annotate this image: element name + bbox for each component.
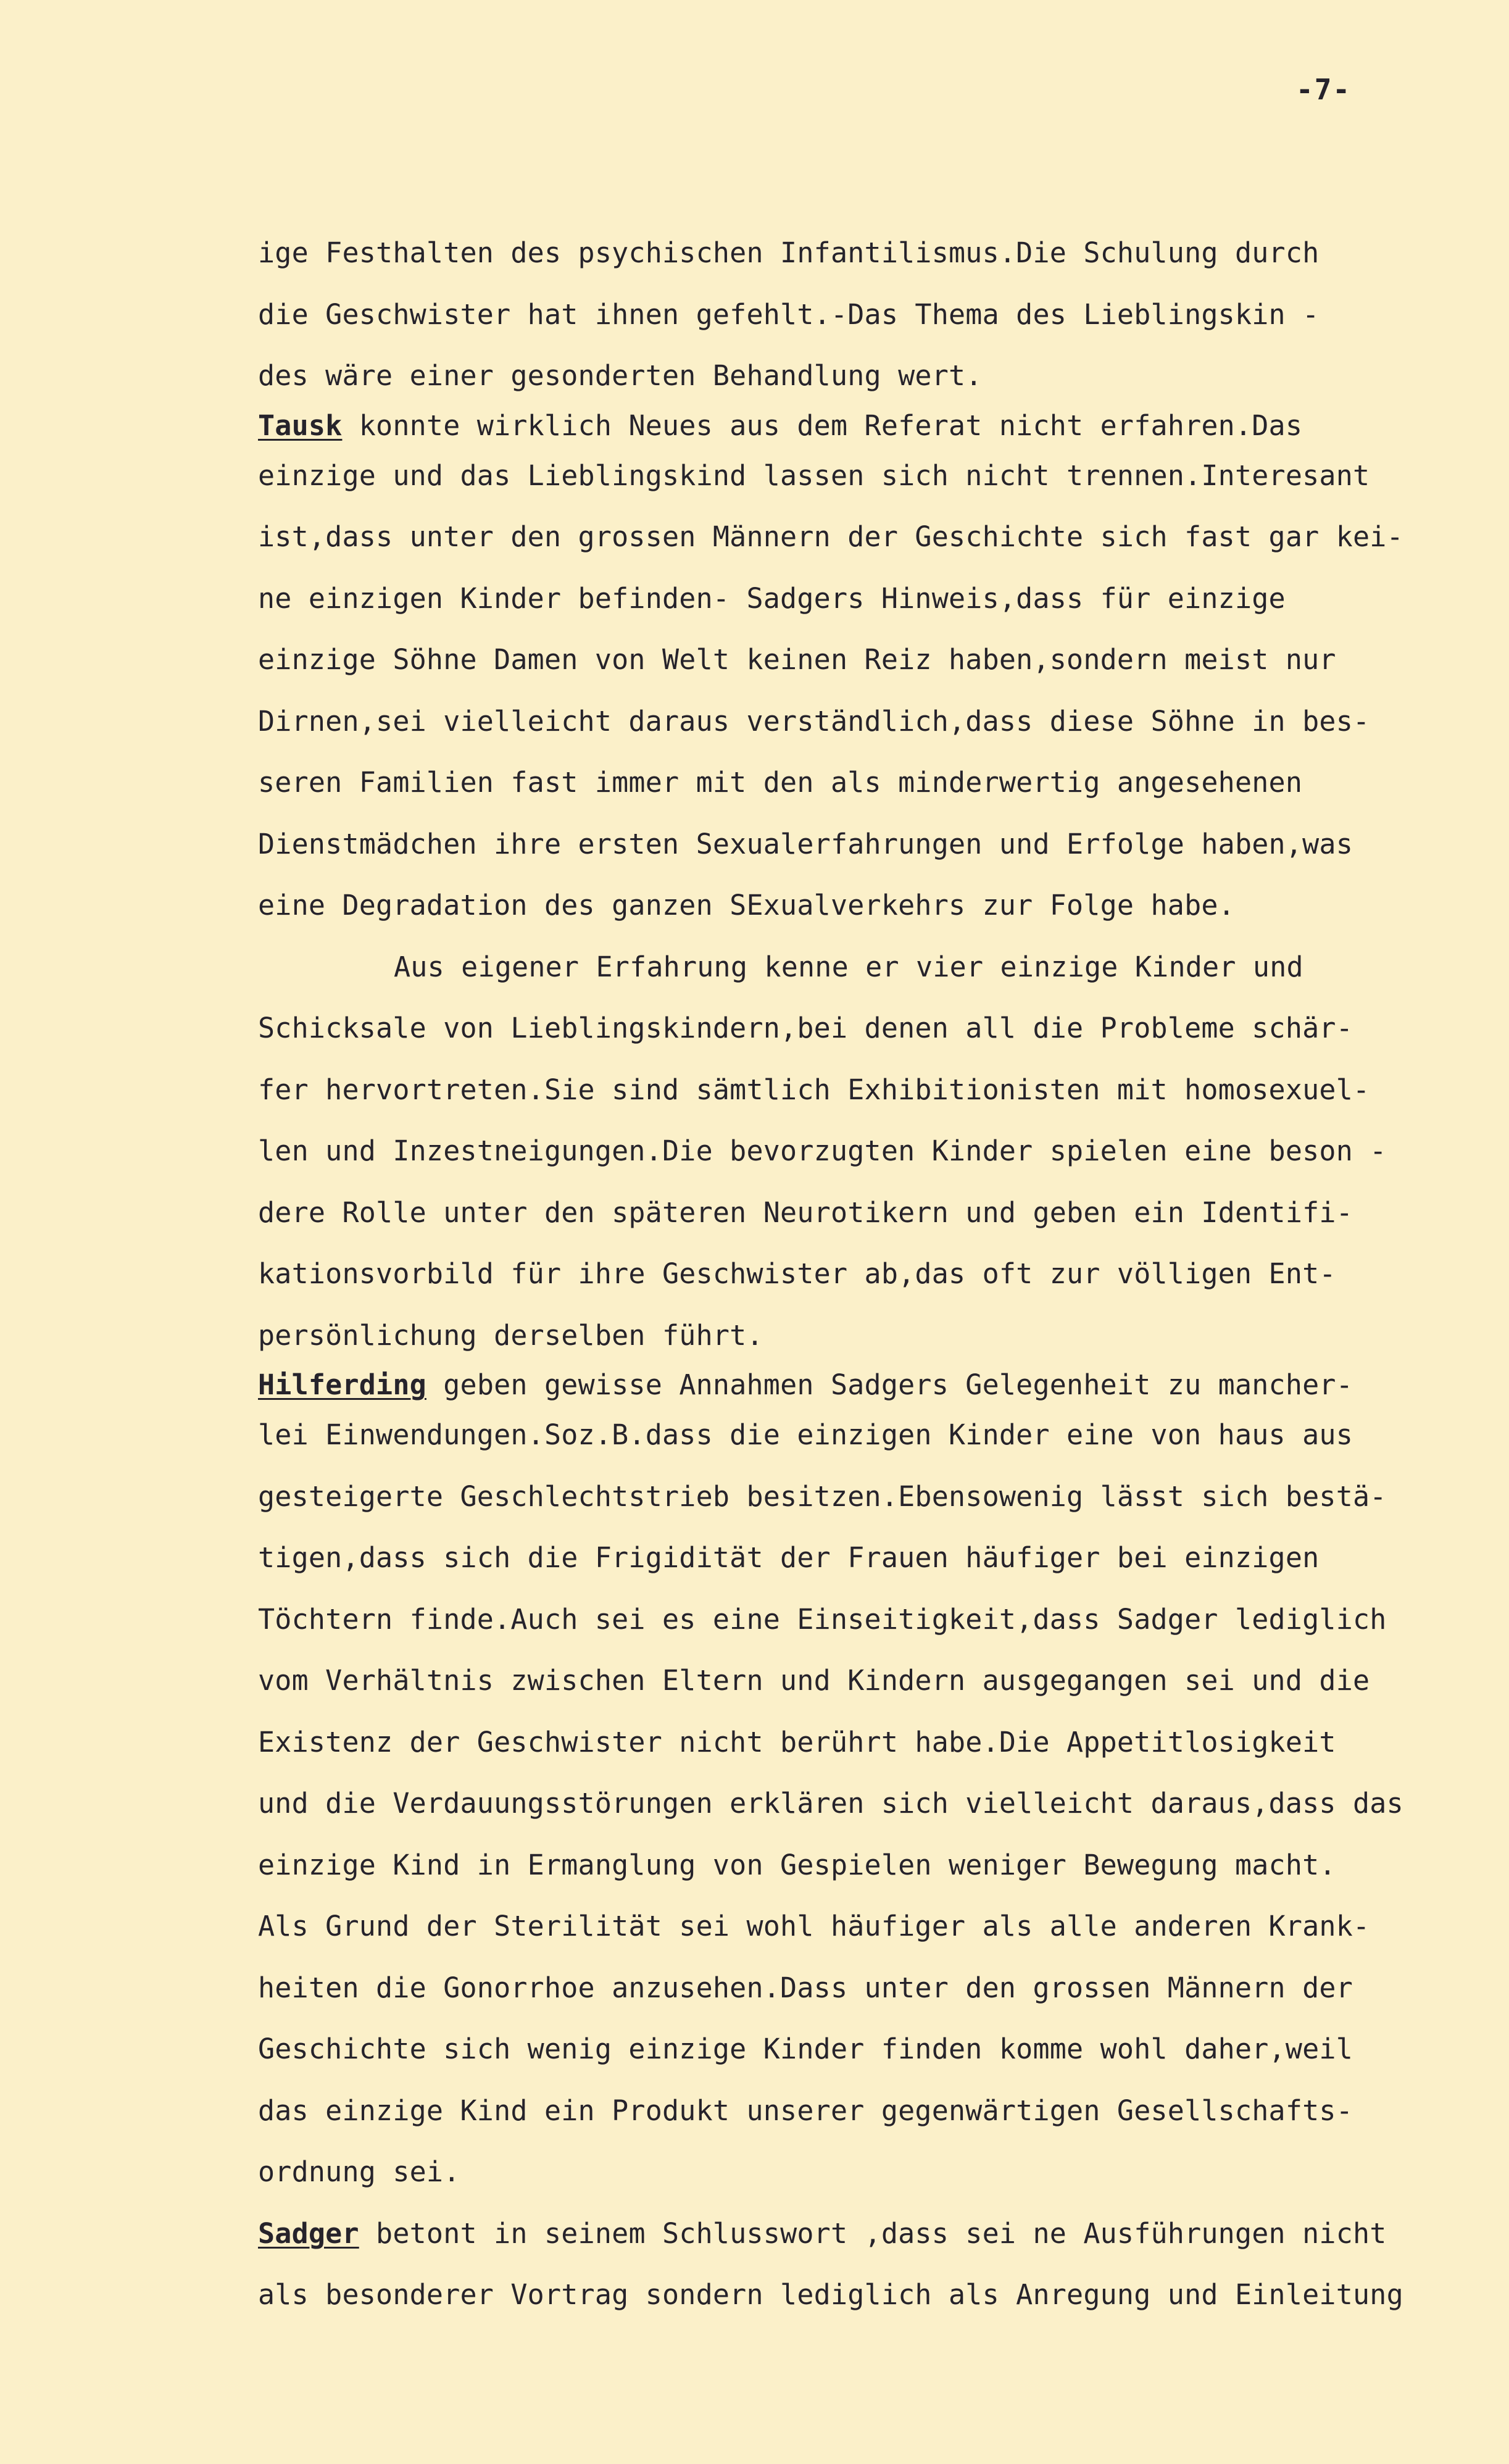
text-line: heiten die Gonorrhoe anzusehen.Dass unter den grossen Männern der bbox=[258, 1971, 1353, 2004]
text-line: persönlichung derselben führt. bbox=[258, 1318, 763, 1352]
text-line: Schicksale von Lieblingskindern,bei denen all die Probleme schär- bbox=[258, 1012, 1353, 1044]
text-line: als besonderer Vortrag sondern lediglich als Anregung und Einleitung bbox=[258, 2278, 1403, 2311]
text-line: len und Inzestneigungen.Die bevorzugten Kinder spielen eine beson - bbox=[258, 1134, 1387, 1167]
text-line: ordnung sei. bbox=[258, 2155, 460, 2188]
text-line: ne einzigen Kinder befinden- Sadgers Hinweis,dass für einzige bbox=[258, 581, 1286, 615]
text-line: das einzige Kind ein Produkt unserer gegenwärtigen Gesellschafts- bbox=[258, 2094, 1353, 2127]
text-line: seren Familien fast immer mit den als minderwertig angesehenen bbox=[258, 766, 1303, 799]
text-body bbox=[258, 222, 1486, 2326]
text-line: einzige Kind in Ermanglung von Gespielen weniger Bewegung macht. bbox=[258, 1848, 1336, 1881]
text-segment: betont in seinem Schlusswort ,dass sei ne Ausführungen nicht bbox=[359, 2216, 1387, 2250]
text-line: gesteigerte Geschlechtstrieb besitzen.Ebensowenig lässt sich bestä- bbox=[258, 1480, 1387, 1513]
text-line: lei Einwendungen.Soz.B.dass die einzigen Kinder eine von haus aus bbox=[258, 1418, 1353, 1451]
text-line bbox=[258, 2203, 1486, 2265]
text-line: ige Festhalten des psychischen Infantilismus.Die Schulung durch bbox=[258, 236, 1320, 269]
text-line: die Geschwister hat ihnen gefehlt.-Das Thema des Lieblingskin - bbox=[258, 298, 1320, 331]
text-line: Existenz der Geschwister nicht berührt habe.Die Appetitlosigkeit bbox=[258, 1725, 1336, 1759]
page-number: -7- bbox=[1296, 73, 1352, 106]
speaker-name-hilferding: Hilferding bbox=[258, 1368, 426, 1401]
text-line: Dienstmädchen ihre ersten Sexualerfahrungen und Erfolge haben,was bbox=[258, 827, 1353, 860]
text-line: dere Rolle unter den späteren Neurotikern und geben ein Identifi- bbox=[258, 1196, 1353, 1229]
text-line: und die Verdauungsstörungen erklären sich vielleicht daraus,dass das bbox=[258, 1787, 1403, 1820]
text-line: tigen,dass sich die Frigidität der Frauen häufiger bei einzigen bbox=[258, 1541, 1320, 1574]
text-line bbox=[258, 936, 1486, 998]
text-segment: geben gewisse Annahmen Sadgers Gelegenheit zu mancher- bbox=[426, 1368, 1353, 1401]
text-line: Geschichte sich wenig einzige Kinder finden komme wohl daher,weil bbox=[258, 2033, 1353, 2065]
text-line: fer hervortreten.Sie sind sämtlich Exhibitionisten mit homosexuel- bbox=[258, 1073, 1370, 1106]
text-line: einzige Söhne Damen von Welt keinen Reiz haben,sondern meist nur bbox=[258, 643, 1336, 676]
speaker-name-sadger: Sadger bbox=[258, 2216, 359, 2250]
text-line: des wäre einer gesonderten Behandlung wert. bbox=[258, 359, 983, 392]
speaker-name-tausk: Tausk bbox=[258, 409, 343, 442]
text-segment: konnte wirklich Neues aus dem Referat nicht erfahren.Das bbox=[342, 409, 1303, 442]
text-line: eine Degradation des ganzen SExualverkehrs zur Folge habe. bbox=[258, 889, 1235, 922]
text-line: ist,dass unter den grossen Männern der Geschichte sich fast gar kei- bbox=[258, 520, 1403, 553]
text-line bbox=[258, 1366, 1486, 1404]
text-line: Töchtern finde.Auch sei es eine Einseitigkeit,dass Sadger lediglich bbox=[258, 1602, 1387, 1636]
text-line: Dirnen,sei vielleicht daraus verständlich,dass diese Söhne in bes- bbox=[258, 704, 1370, 738]
text-segment: Aus eigener Erfahrung kenne er vier einzige Kinder und bbox=[394, 950, 1303, 983]
text-line: kationsvorbild für ihre Geschwister ab,das oft zur völligen Ent- bbox=[258, 1257, 1336, 1290]
text-line: vom Verhältnis zwischen Eltern und Kindern ausgegangen sei und die bbox=[258, 1664, 1370, 1697]
text-line bbox=[258, 407, 1486, 445]
text-line: einzige und das Lieblingskind lassen sich nicht trennen.Interesant bbox=[258, 459, 1370, 492]
text-line: Als Grund der Sterilität sei wohl häufiger als alle anderen Krank- bbox=[258, 1910, 1370, 1942]
